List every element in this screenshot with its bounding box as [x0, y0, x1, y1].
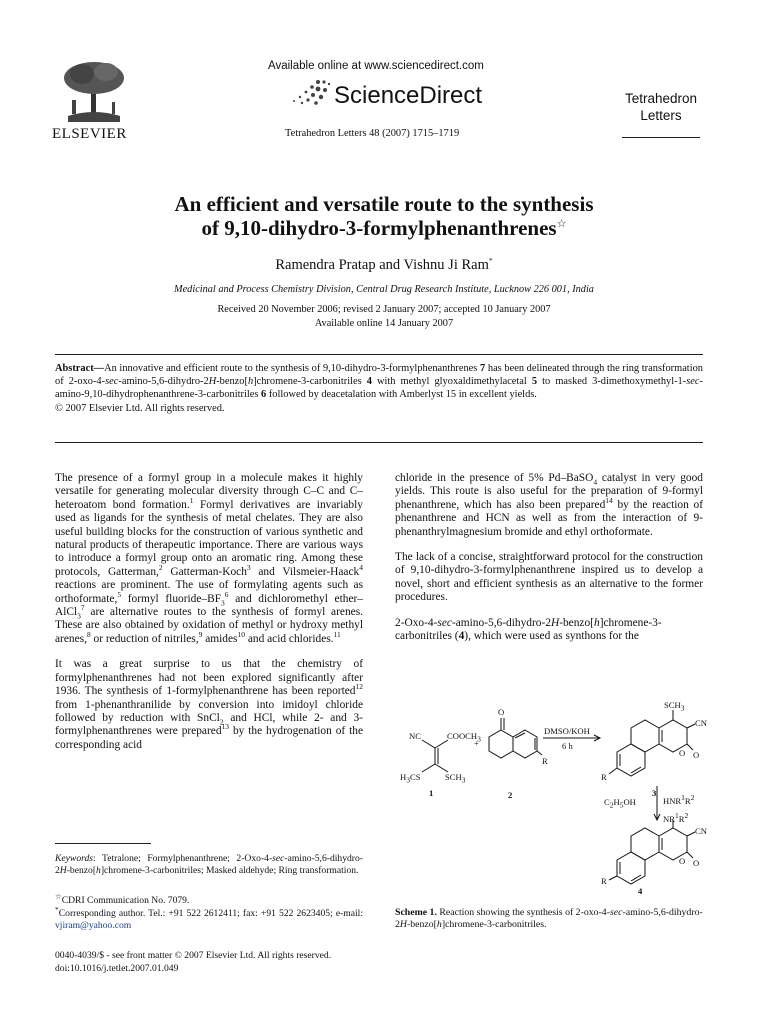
journal-citation: Tetrahedron Letters 48 (2007) 1715–1719	[285, 128, 460, 139]
scheme-text: COOCH	[447, 731, 478, 741]
body-text: and HCl, while 2- and 3-formylphenanthrenes were prepared	[55, 711, 363, 738]
sciencedirect-dots-icon	[288, 78, 332, 106]
reference-mark[interactable]: 7	[80, 603, 85, 613]
abstract-italic: H	[208, 376, 217, 388]
scheme-label	[663, 811, 689, 824]
reference-mark[interactable]: 12	[355, 682, 363, 692]
left-column	[55, 472, 363, 764]
abstract-italic: sec	[105, 376, 119, 388]
body-text: amides	[205, 632, 238, 645]
scheme-text: H	[400, 772, 407, 782]
scheme-sub: 3	[461, 775, 466, 785]
scheme-text: R	[678, 814, 685, 824]
scheme-text: H	[613, 797, 620, 807]
reference-mark[interactable]: 13	[221, 722, 230, 732]
subscript: 2	[219, 717, 224, 727]
subscript: 3	[221, 597, 225, 607]
footnote-mark: *	[55, 904, 59, 914]
compound-ref: 4	[458, 630, 465, 643]
scheme-sub: 2	[609, 800, 614, 810]
corresponding-author-footnote	[55, 904, 363, 931]
scheme-text: SCH	[445, 772, 462, 782]
compound-ref: 6	[261, 389, 267, 401]
reference-mark[interactable]: 9	[198, 630, 203, 640]
paragraph	[395, 551, 703, 605]
elsevier-tree-logo	[58, 58, 130, 126]
abstract-label: Abstract—	[55, 363, 105, 374]
author-mark: *	[488, 256, 493, 266]
body-text: are alternative routes to the synthesis of formyl arenes. These are also obtained by oxidation of methyl or hydroxy methyl arenes,	[55, 606, 363, 645]
title-footnote-mark: ☆	[556, 218, 567, 230]
scheme-text: R	[684, 796, 691, 806]
abstract-text: with methyl glyoxaldimethylacetal	[377, 376, 527, 388]
available-online-text: Available online at www.sciencedirect.com	[268, 60, 484, 72]
italic-text: sec	[437, 616, 452, 629]
compound-number: 2	[508, 790, 513, 800]
scheme-label: NC	[409, 731, 421, 741]
scheme-sub: 3	[680, 703, 685, 713]
caption-label: Scheme 1.	[395, 907, 437, 918]
body-text: 2-Oxo-4-	[395, 616, 438, 629]
scheme-caption	[395, 907, 705, 931]
body-text: formyl fluoride–BF	[127, 592, 222, 605]
body-text: by the reaction of phenanthrene and HCN as well as from the interaction of 9-phenanthrylmagnesium bromide and ethyl orthoformate.	[395, 498, 703, 538]
body-text: It was a great surprise to us that the chemistry of formylphenanthrenes had not been explored significantly after 1936. The synthesis of 1-formylphenanthrene has been reported	[55, 658, 363, 698]
compound-ref: 4	[366, 376, 372, 388]
caption-italic: H	[399, 919, 407, 930]
scheme-label: +	[474, 738, 479, 748]
abstract-bottom-rule	[55, 442, 703, 443]
compound-ref: 7	[480, 363, 486, 374]
publisher-name: ELSEVIER	[52, 126, 127, 142]
scheme-1	[395, 700, 715, 900]
caption-text: -benzo[	[406, 919, 437, 930]
scheme-label: R	[601, 772, 607, 782]
keywords-italic: sec	[272, 853, 285, 864]
body-text: chloride in the presence of 5% Pd–BaSO	[395, 472, 594, 484]
body-text: The lack of a concise, straightforward protocol for the construction of 9,10-dihydro-3-formylphenanthrene inspired us to develop a novel, short and efficient synthesis as an alternative to the former procedures.	[395, 551, 703, 604]
sciencedirect-logo: ScienceDirect	[334, 82, 483, 109]
scheme-label: O	[693, 750, 700, 760]
abstract-text: -benzo[	[216, 376, 248, 388]
body-text: catalyst in very good yields. This route is also useful for the preparation of 9-formyl phenanthrene, which has also been prepared	[395, 472, 703, 511]
abstract-text: has been delineated through the ring transformation of 2-oxo-4-	[55, 363, 703, 388]
footnote-text: Corresponding author. Tel.: +91 522 2612411; fax: +91 522 2623405; e-mail:	[58, 908, 363, 919]
journal-name-line1: Tetrahedron	[624, 91, 698, 106]
body-text: The presence of a formyl group in a molecule makes it highly versatile for generating molecular diversity through C–C and C–heteroatom bond formation.	[55, 472, 363, 511]
body-text: or reduction of nitriles,	[93, 632, 199, 645]
scheme-text: OH	[623, 797, 636, 807]
paragraph	[395, 617, 703, 644]
scheme-label: R	[601, 876, 607, 886]
compound-number: 1	[429, 788, 434, 798]
paragraph	[55, 472, 363, 646]
abstract-text: followed by deacetalation with Amberlyst 15 in excellent yields.	[268, 389, 537, 401]
body-text: by the hydrogenation of the corresponding acid	[55, 725, 363, 751]
footnote-rule	[55, 843, 151, 844]
footnote-text: CDRI Communication No. 7079.	[61, 895, 190, 906]
italic-text: h	[593, 616, 600, 629]
abstract	[55, 362, 703, 415]
caption-text: -amino-5,6-dihydro-2	[395, 907, 703, 930]
body-text: ), which were used as synthons for the	[464, 630, 639, 643]
article-title	[0, 192, 768, 240]
scheme-label	[400, 772, 421, 785]
caption-text: Reaction showing the synthesis of 2-oxo-4-	[439, 907, 610, 918]
scheme-label: 6 h	[562, 741, 573, 751]
reference-mark[interactable]: 5	[117, 589, 122, 599]
title-line-2: of 9,10-dihydro-3-formylphenanthrenes	[201, 216, 557, 240]
keywords-italic: h	[96, 864, 101, 876]
reference-mark[interactable]: 2	[158, 563, 163, 573]
abstract-italic: h	[247, 376, 254, 388]
journal-name	[612, 90, 710, 124]
keywords-label: Keywords	[55, 853, 94, 864]
cdri-footnote	[55, 891, 363, 907]
abstract-text: -amino-5,6-dihydro-2	[118, 376, 209, 388]
abstract-top-rule	[55, 354, 703, 355]
keywords-text: ]chromene-3-carbonitriles; Masked aldehyde; Ring transformation.	[100, 864, 359, 876]
body-text: and Vilsmeier-Haack	[258, 565, 360, 578]
caption-text: ]chromene-3-carbonitriles.	[441, 919, 547, 930]
keywords	[55, 853, 363, 876]
abstract-copyright: © 2007 Elsevier Ltd. All rights reserved.	[55, 402, 225, 414]
keywords-italic: H	[59, 864, 67, 876]
caption-italic: h	[436, 919, 442, 930]
compound-ref: 5	[531, 376, 538, 388]
journal-name-line2: Letters	[640, 108, 682, 123]
body-text: -benzo[	[559, 616, 594, 629]
keywords-text: -benzo[	[66, 864, 97, 876]
scheme-text: NR	[663, 814, 675, 824]
abstract-text: -amino-9,10-dihydrophenanthrene-3-carbonitriles	[55, 376, 703, 401]
reference-mark[interactable]: 6	[224, 589, 229, 599]
paragraph	[55, 658, 363, 752]
scheme-sup: 1	[681, 793, 685, 803]
title-line-1: An efficient and versatile route to the synthesis	[174, 192, 594, 216]
scheme-label: O	[498, 707, 505, 717]
scheme-sup: 2	[690, 793, 695, 803]
body-text: Formyl derivatives are invariably used as ligands for the synthesis of metal chelates. They are also useful building blocks for the construction of various synthetic and natural products of therapeutic importance. There are various ways to introduce a formyl group onto an aromatic ring. Among these protocols, Gatterman,	[55, 498, 363, 578]
scheme-label	[664, 700, 685, 713]
affiliation: Medicinal and Process Chemistry Division, Central Drug Research Institute, Lucknow 226 001, India	[174, 284, 594, 295]
scheme-label: O	[679, 748, 686, 758]
journal-underline	[622, 137, 700, 138]
scheme-label: R	[542, 756, 548, 766]
scheme-label: O	[679, 856, 686, 866]
abstract-italic: sec	[686, 376, 700, 388]
scheme-sub: 3	[406, 775, 410, 785]
subscript: 4	[593, 477, 598, 487]
scheme-sub: 5	[619, 800, 624, 810]
body-text: reactions are prominent. The use of formylating agents such as orthoformate,	[55, 579, 363, 605]
reference-mark[interactable]: 8	[86, 630, 91, 640]
scheme-sup: 1	[674, 811, 679, 821]
author-line	[0, 257, 768, 274]
available-online-date: Available online 14 January 2007	[314, 318, 454, 329]
email-link[interactable]: vjiram@yahoo.com	[55, 919, 132, 931]
reference-mark[interactable]: 3	[246, 563, 251, 573]
doi-line[interactable]: doi:10.1016/j.tetlet.2007.01.049	[55, 963, 179, 974]
body-text: and dichloromethyl ether–AlCl	[55, 592, 363, 619]
caption-italic: sec	[609, 907, 623, 918]
compound-number: 4	[638, 886, 643, 896]
body-text: Gatterman-Koch	[170, 565, 247, 578]
body-text: ]chromene-3-carbonitriles (	[395, 616, 662, 643]
reference-mark[interactable]: 4	[359, 563, 363, 573]
reference-mark[interactable]: 10	[237, 630, 245, 640]
reference-mark[interactable]: 11	[333, 630, 341, 640]
abstract-text: to masked 3-dimethoxymethyl-1-	[542, 376, 687, 388]
body-text: -amino-5,6-dihydro-2	[451, 616, 551, 629]
scheme-text: C	[604, 797, 610, 807]
keywords-text: : Tetralone; Formylphenanthrene; 2-Oxo-4-	[93, 853, 273, 864]
scheme-label	[663, 793, 695, 806]
scheme-text: HNR	[663, 796, 682, 806]
compound-number: 3	[652, 788, 657, 798]
italic-text: H	[550, 616, 560, 629]
reference-mark[interactable]: 14	[605, 496, 613, 506]
scheme-text: SCH	[664, 700, 681, 710]
scheme-label	[604, 797, 636, 810]
scheme-sup: 2	[684, 811, 689, 821]
footnote-mark: ☆	[55, 891, 62, 901]
scheme-label	[445, 772, 466, 785]
scheme-label: CN	[695, 718, 707, 728]
scheme-labels	[395, 700, 715, 900]
right-column	[395, 472, 703, 655]
keywords-text: -amino-5,6-dihydro-2	[55, 853, 363, 876]
issn-line: 0040-4039/$ - see front matter © 2007 Elsevier Ltd. All rights reserved.	[55, 950, 332, 961]
reference-mark[interactable]: 1	[189, 496, 194, 506]
scheme-sub: 3	[477, 734, 481, 744]
subscript: 3	[77, 611, 81, 621]
paragraph	[395, 472, 703, 539]
received-dates: Received 20 November 2006; revised 2 January 2007; accepted 10 January 2007	[217, 304, 551, 315]
abstract-text: ]chromene-3-carbonitriles	[253, 376, 362, 388]
scheme-label: O	[693, 858, 700, 868]
body-text: from 1-phenanthranilide by conversion into imidoyl chloride followed by reduction with SnCl	[55, 698, 363, 724]
authors: Ramendra Pratap and Vishnu Ji Ram	[275, 257, 489, 273]
body-text: and acid chlorides.	[247, 632, 334, 645]
scheme-text: CS	[409, 772, 421, 782]
abstract-text: An innovative and efficient route to the synthesis of 9,10-dihydro-3-formylphenanthrenes	[104, 363, 478, 374]
scheme-label: CN	[695, 826, 707, 836]
scheme-label: DMSO/KOH	[544, 726, 590, 736]
